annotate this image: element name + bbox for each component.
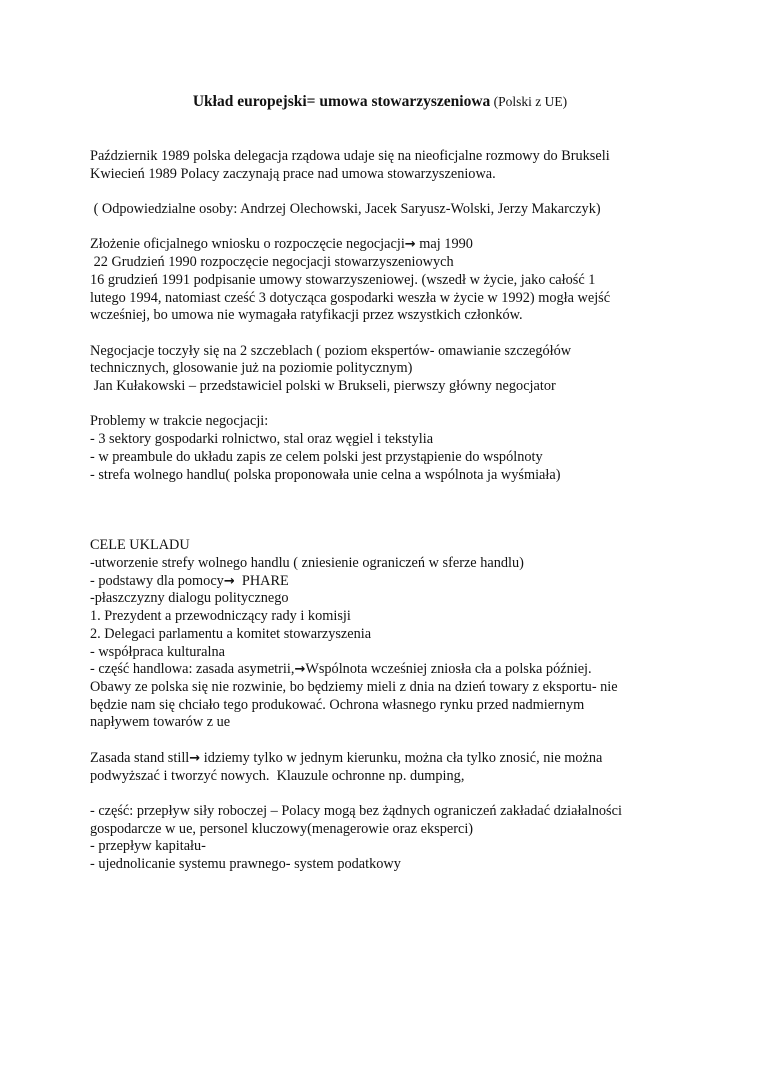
text-line: Problemy w trakcie negocjacji: [90,413,269,430]
paragraph [90,148,710,183]
text-line: podwyższać i tworzyć nowych. Klauzule ochronne np. dumping, [90,767,465,784]
paragraph-gap [90,785,710,803]
arrow-right-icon: → [189,750,201,766]
paragraph-gap [90,520,710,538]
text-line: gospodarcze w ue, personel kluczowy(menagerowie oraz eksperci) [90,820,474,837]
text-line: Obawy ze polska się nie rozwinie, bo będziemy mieli z dnia na dzień towary z eksportu- nie [90,679,618,695]
paragraph [90,502,710,520]
document-body [90,148,710,891]
text-line: będzie nam się chciało tego produkować. Ochrona własnego rynku przed nadmiernym [90,696,585,713]
paragraph [90,537,710,732]
text-line: lutego 1994, natomiast cześć 3 dotycząca gospodarki weszła w życie w 1992) mogła wejść [90,289,611,306]
paragraph-gap [90,325,710,343]
text-line: - część handlowa: zasada asymetrii,→Wspólnota wcześniej zniosła cła a polska później. [90,661,592,678]
text-line: - podstawy dla pomocy→ PHARE [90,572,289,589]
text-line: - w preambule do układu zapis ze celem polski jest przystąpienie do wspólnoty [90,448,543,465]
text-line: technicznych, glosowanie już na poziomie politycznym) [90,360,413,377]
text-line: napływem towarów z ue [90,714,231,731]
text-line: - strefa wolnego handlu( polska proponowała unie celna a wspólnota ja wyśmiała) [90,466,561,483]
title-main: Układ europejski= umowa stowarzyszeniowa [192,93,491,110]
arrow-right-icon: → [223,573,235,589]
paragraph-gap [90,183,710,201]
paragraph [90,343,710,396]
text-line [90,502,710,520]
text-line: -płaszczyzny dialogu politycznego [90,590,289,607]
text-line: 1. Prezydent a przewodniczący rady i komisji [90,608,351,625]
text-line: 16 grudzień 1991 podpisanie umowy stowarzyszeniowej. (wszedł w życie, jako całość 1 [90,271,596,288]
text-line: CELE UKLADU [90,537,190,554]
paragraph [90,201,710,219]
text-line: - ujednolicanie systemu prawnego- system podatkowy [90,856,401,872]
text-line: Negocjacje toczyły się na 2 szczeblach ( poziom ekspertów- omawianie szczegółów [90,342,572,359]
paragraph-gap [90,874,710,892]
text-line: - część: przepływ siły roboczej – Polacy mogą bez żądnych ograniczeń zakładać działalności [90,802,622,819]
paragraph-gap [90,219,710,237]
text-line: ( Odpowiedzialne osoby: Andrzej Olechowski, Jacek Saryusz-Wolski, Jerzy Makarczyk) [90,201,601,218]
paragraph [90,750,710,785]
paragraph-gap [90,484,710,502]
text-line: wcześniej, bo umowa nie wymagała ratyfikacji przez wszystkich członków. [90,307,523,324]
text-line: Kwiecień 1989 Polacy zaczynają prace nad umowa stowarzyszeniowa. [90,165,496,182]
text-line: 2. Delegaci parlamentu a komitet stowarzyszenia [90,625,372,642]
title-subtitle: (Polski z UE) [490,94,568,109]
text-line: - współpraca kulturalna [90,643,225,660]
text-line: Jan Kułakowski – przedstawiciel polski w Brukseli, pierwszy główny negocjator [90,378,556,395]
text-line: Złożenie oficjalnego wniosku o rozpoczęcie negocjacji→ maj 1990 [90,236,473,253]
text-line: 22 Grudzień 1990 rozpoczęcie negocjacji stowarzyszeniowych [90,254,454,271]
arrow-right-icon: → [404,237,416,253]
paragraph [90,413,710,484]
paragraph [90,803,710,874]
text-line: - 3 sektory gospodarki rolnictwo, stal oraz węgiel i tekstylia [90,431,434,448]
document-title [0,93,760,111]
arrow-right-icon: → [294,662,306,678]
text-line: Październik 1989 polska delegacja rządowa udaje się na nieoficjalne rozmowy do Brukseli [90,148,610,164]
text-line: - przepływ kapitału- [90,838,206,855]
paragraph-gap [90,732,710,750]
text-line: -utworzenie strefy wolnego handlu ( zniesienie ograniczeń w sferze handlu) [90,555,524,572]
text-line: Zasada stand still→ idziemy tylko w jednym kierunku, można cła tylko znosić, nie można [90,749,603,766]
paragraph [90,236,710,325]
paragraph-gap [90,396,710,414]
